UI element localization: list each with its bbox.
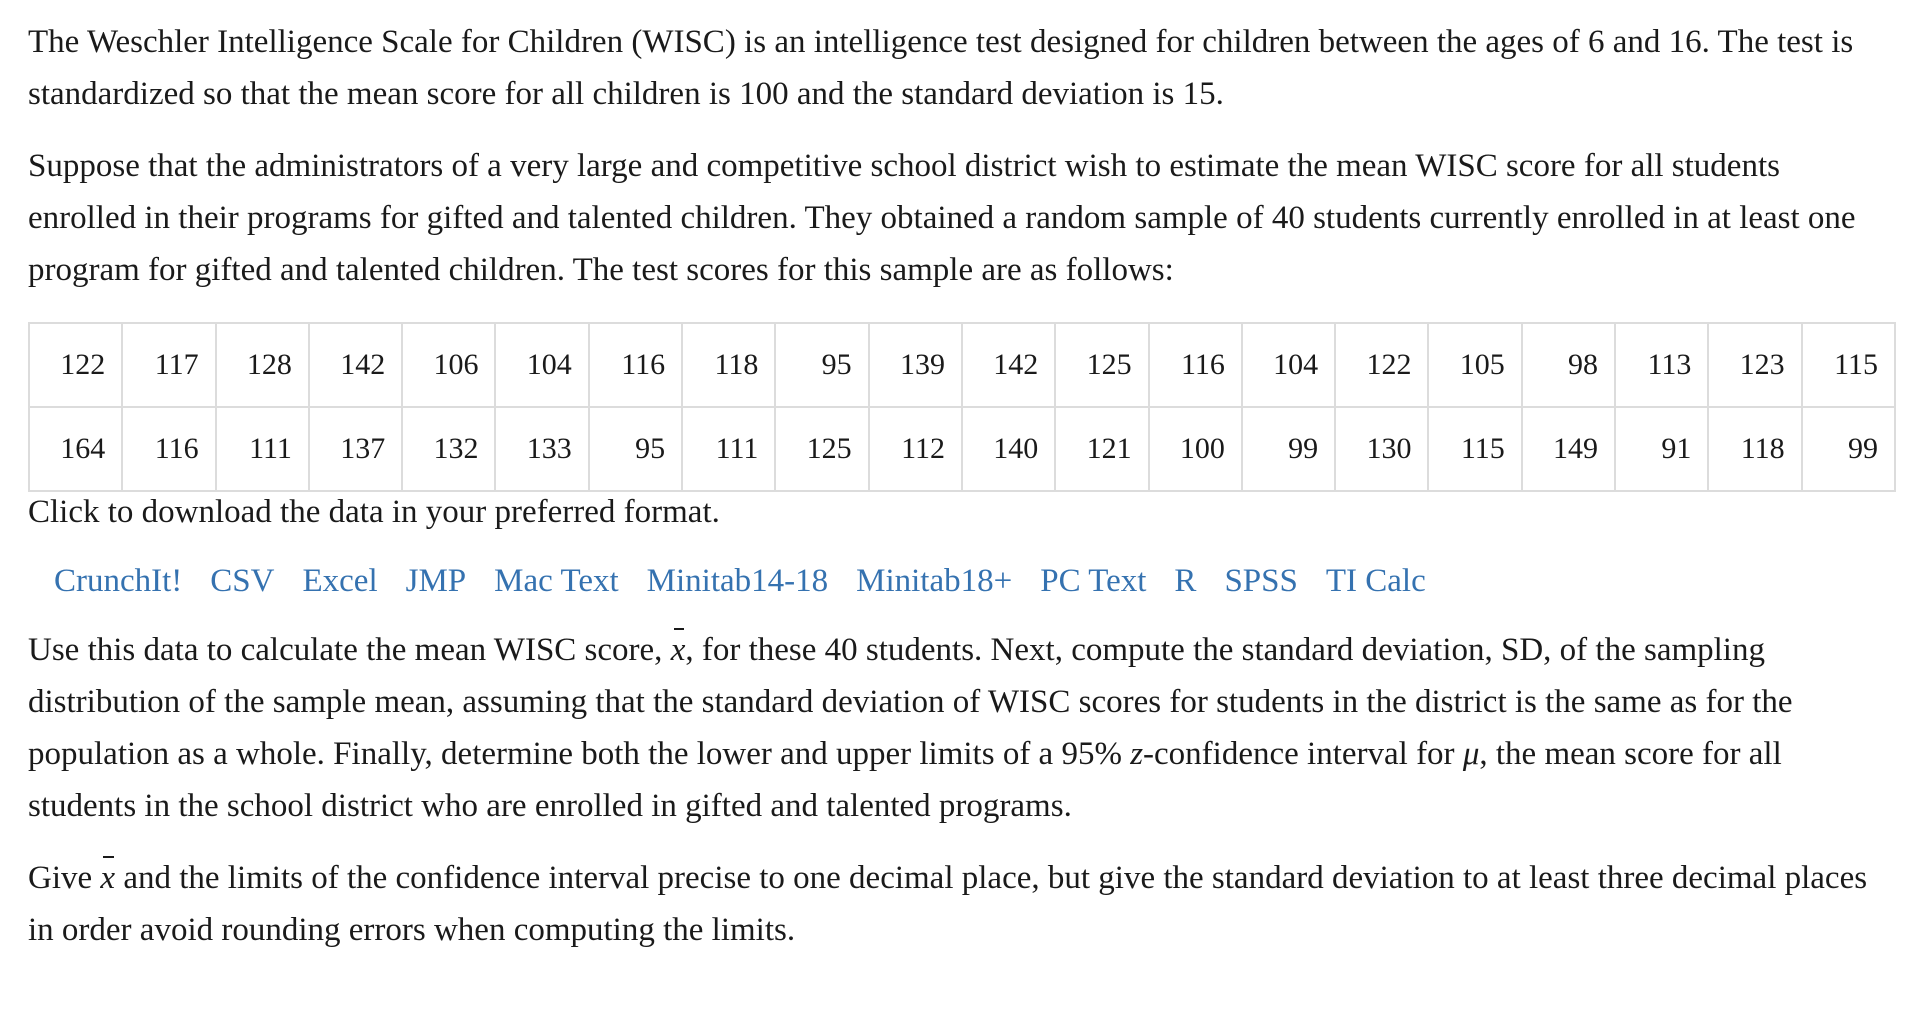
download-links [28,558,1886,604]
table-cell: 111 [216,407,309,491]
download-link-pc-text[interactable]: PC Text [1040,563,1147,599]
table-cell: 117 [122,323,215,407]
intro-paragraph-1: The Weschler Intelligence Scale for Children (WISC) is an intelligence test designed for children between the ages of 6 and 16. The test is standardized so that the mean score for all children is 100 and the standard deviation is 15. [28,24,1854,112]
download-link-excel[interactable]: Excel [302,563,378,599]
z-symbol: z [1130,736,1144,772]
table-cell: 99 [1242,407,1335,491]
table-row [29,323,1895,407]
table-cell: 104 [1242,323,1335,407]
download-link-minitab14-18[interactable]: Minitab14-18 [646,563,829,599]
table-cell: 95 [589,407,682,491]
table-cell: 137 [309,407,402,491]
instructions-text-1: Use this data to calculate the mean WISC score, [28,632,671,668]
table-cell: 139 [869,323,962,407]
download-link-crunchit[interactable]: CrunchIt! [54,563,183,599]
table-cell: 104 [495,323,588,407]
table-cell: 128 [216,323,309,407]
table-cell: 106 [402,323,495,407]
table-cell: 115 [1802,323,1895,407]
download-link-spss[interactable]: SPSS [1224,563,1298,599]
table-cell: 118 [682,323,775,407]
mu-symbol: μ [1462,736,1480,772]
table-cell: 149 [1522,407,1615,491]
table-cell: 91 [1615,407,1708,491]
table-cell: 164 [29,407,122,491]
table-cell: 133 [495,407,588,491]
instructions-paragraph [28,624,1886,832]
intro-paragraph-2: Suppose that the administrators of a very large and competitive school district wish to estimate the mean WISC score for all students enrolled in their programs for gifted and talented children. They obtained a random sample of 40 students currently enrolled in at least one program for gifted and talented children. The test scores for this sample are as follows: [28,148,1856,288]
table-cell: 132 [402,407,495,491]
table-cell: 116 [122,407,215,491]
table-cell: 111 [682,407,775,491]
precision-paragraph [28,852,1886,956]
instructions-text-2: , for these 40 students. Next, compute the standard deviation, SD, of the sampling distribution of the sample mean, assuming that the standard deviation of WISC scores for students in the district is the same as for the population as a whole. Finally, determine both the lower and upper limits of a 95% [28,632,1793,772]
table-cell: 123 [1708,323,1801,407]
download-note: Click to download the data in your preferred format. [28,494,720,530]
precision-text-2: and the limits of the confidence interval precise to one decimal place, but give the standard deviation to at least three decimal places in order avoid rounding errors when computing the limits. [28,860,1868,948]
table-cell: 125 [775,407,868,491]
table-cell: 122 [1335,323,1428,407]
table-cell: 113 [1615,323,1708,407]
download-link-mac-text[interactable]: Mac Text [494,563,619,599]
table-cell: 99 [1802,407,1895,491]
table-row [29,407,1895,491]
download-link-csv[interactable]: CSV [210,563,275,599]
table-cell: 116 [1149,323,1242,407]
download-link-jmp[interactable]: JMP [405,563,467,599]
table-cell: 105 [1428,323,1521,407]
data-table [28,322,1896,492]
table-cell: 100 [1149,407,1242,491]
table-cell: 115 [1428,407,1521,491]
xbar-symbol-2: x [100,852,115,904]
table-cell: 98 [1522,323,1615,407]
table-cell: 140 [962,407,1055,491]
xbar-symbol: x [671,624,686,676]
download-link-ti-calc[interactable]: TI Calc [1325,563,1426,599]
table-cell: 130 [1335,407,1428,491]
instructions-text-3: -confidence interval for [1143,736,1463,772]
table-cell: 125 [1055,323,1148,407]
table-cell: 112 [869,407,962,491]
table-cell: 122 [29,323,122,407]
table-cell: 142 [962,323,1055,407]
table-cell: 121 [1055,407,1148,491]
table-cell: 118 [1708,407,1801,491]
instructions-text-4: , the mean score for all students in the school district who are enrolled in gifted and talented programs. [28,736,1782,824]
download-link-minitab18plus[interactable]: Minitab18+ [856,563,1013,599]
table-cell: 142 [309,323,402,407]
table-cell: 116 [589,323,682,407]
download-link-r[interactable]: R [1174,563,1197,599]
table-cell: 95 [775,323,868,407]
precision-text-1: Give [28,860,101,896]
